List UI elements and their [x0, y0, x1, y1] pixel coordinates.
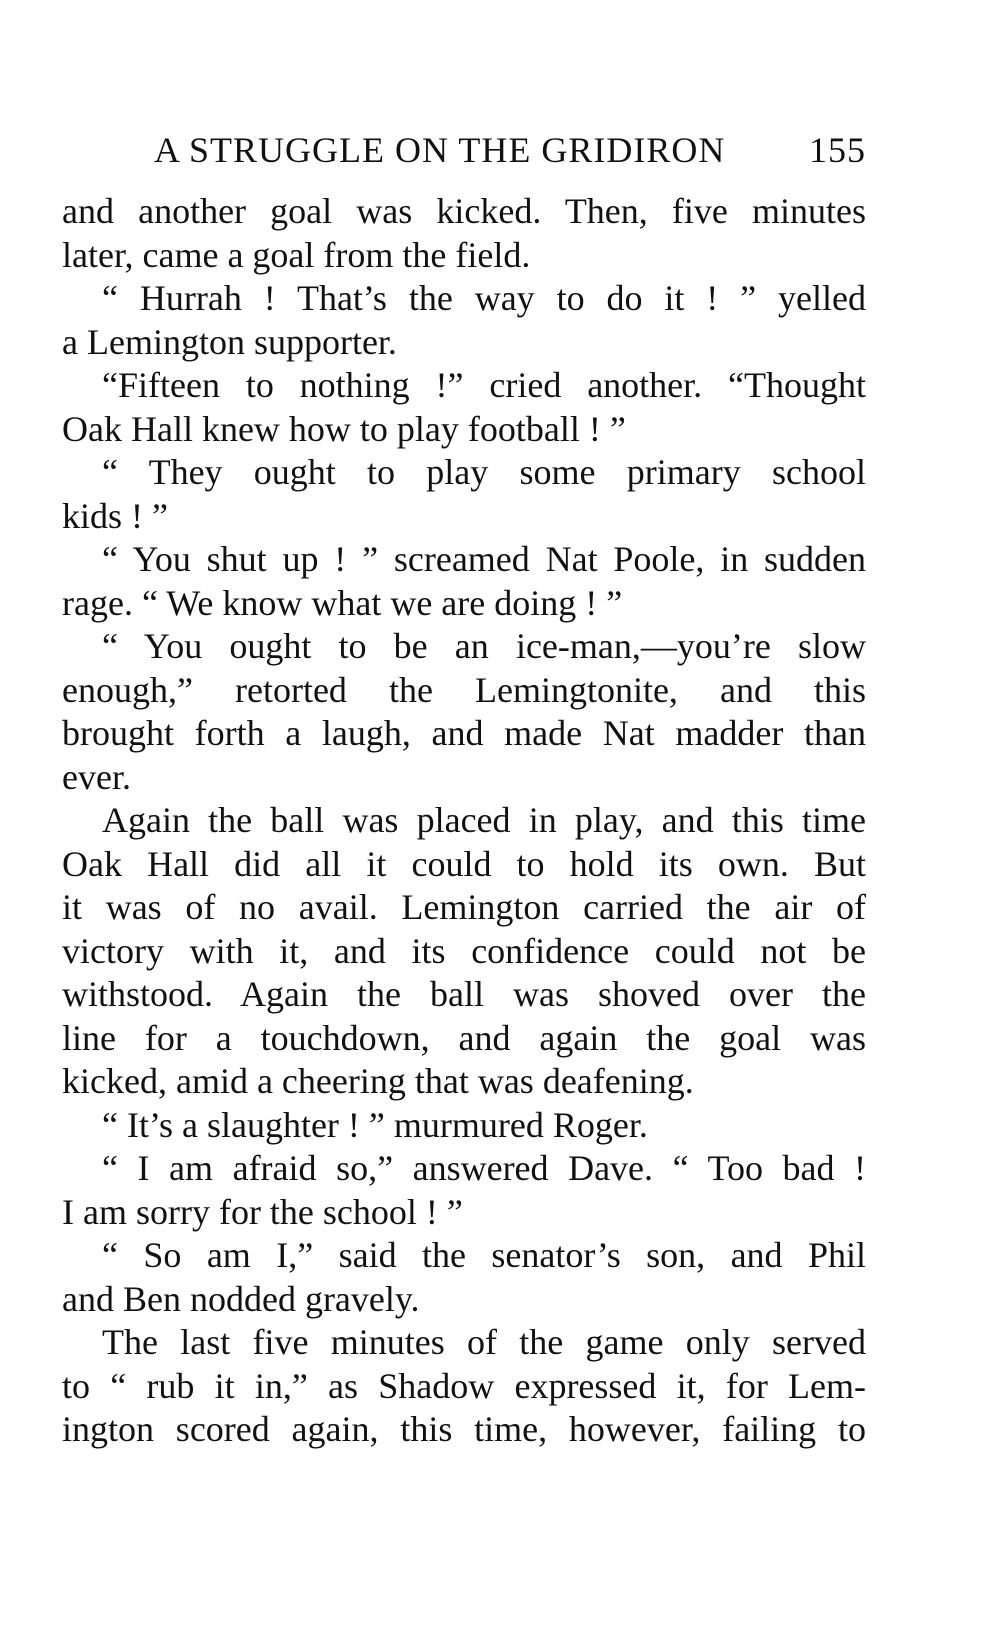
text-line: “ Hurrah ! That’s the way to do it ! ” yelled: [102, 278, 866, 318]
text-line: Again the ball was placed in play, and this time: [102, 800, 866, 840]
body-text: [62, 190, 866, 1452]
text-line: “ They ought to play some primary school: [102, 452, 866, 492]
text-line: The last five minutes of the game only served: [102, 1322, 866, 1362]
text-line: “ So am I,” said the senator’s son, and Phil: [102, 1235, 866, 1275]
text-line: later, came a goal from the field.: [62, 234, 531, 275]
text-line: “ You ought to be an ice-man,—you’re slow: [102, 626, 866, 666]
text-line: Oak Hall knew how to play football ! ”: [62, 408, 626, 449]
text-line: it was of no avail. Lemington carried the air of: [62, 887, 866, 927]
text-line: “Fifteen to nothing !” cried another. “Thought: [102, 365, 866, 405]
text-line: to “ rub it in,” as Shadow expressed it, for Lem-: [62, 1365, 866, 1406]
text-line: brought forth a laugh, and made Nat madder than: [62, 713, 866, 753]
text-line: rage. “ We know what we are doing ! ”: [62, 582, 623, 623]
text-line: “ I am afraid so,” answered Dave. “ Too bad !: [102, 1148, 866, 1188]
text-line: ington scored again, this time, however, failing to: [62, 1409, 866, 1449]
text-line: Oak Hall did all it could to hold its own. But: [62, 843, 866, 884]
text-line: line for a touchdown, and again the goal was: [62, 1017, 866, 1058]
text-line: victory with it, and its confidence could not be: [62, 930, 866, 971]
text-line: kids ! ”: [62, 495, 168, 536]
text-line: ever.: [62, 756, 131, 797]
text-line: withstood. Again the ball was shoved over the: [62, 974, 866, 1014]
text-line: and another goal was kicked. Then, five minutes: [62, 191, 866, 231]
text-line: kicked, amid a cheering that was deafening.: [62, 1061, 694, 1101]
text-line: I am sorry for the school ! ”: [62, 1191, 463, 1232]
text-line: enough,” retorted the Lemingtonite, and this: [62, 669, 866, 710]
text-line: “ You shut up ! ” screamed Nat Poole, in sudden: [102, 539, 866, 579]
text-line: “ It’s a slaughter ! ” murmured Roger.: [102, 1104, 648, 1145]
page-number: 155: [809, 130, 866, 170]
chapter-title: A STRUGGLE ON THE GRIDIRON: [154, 130, 726, 170]
text-line: and Ben nodded gravely.: [62, 1278, 420, 1319]
running-head: [62, 128, 866, 172]
text-line: a Lemington supporter.: [62, 321, 397, 362]
